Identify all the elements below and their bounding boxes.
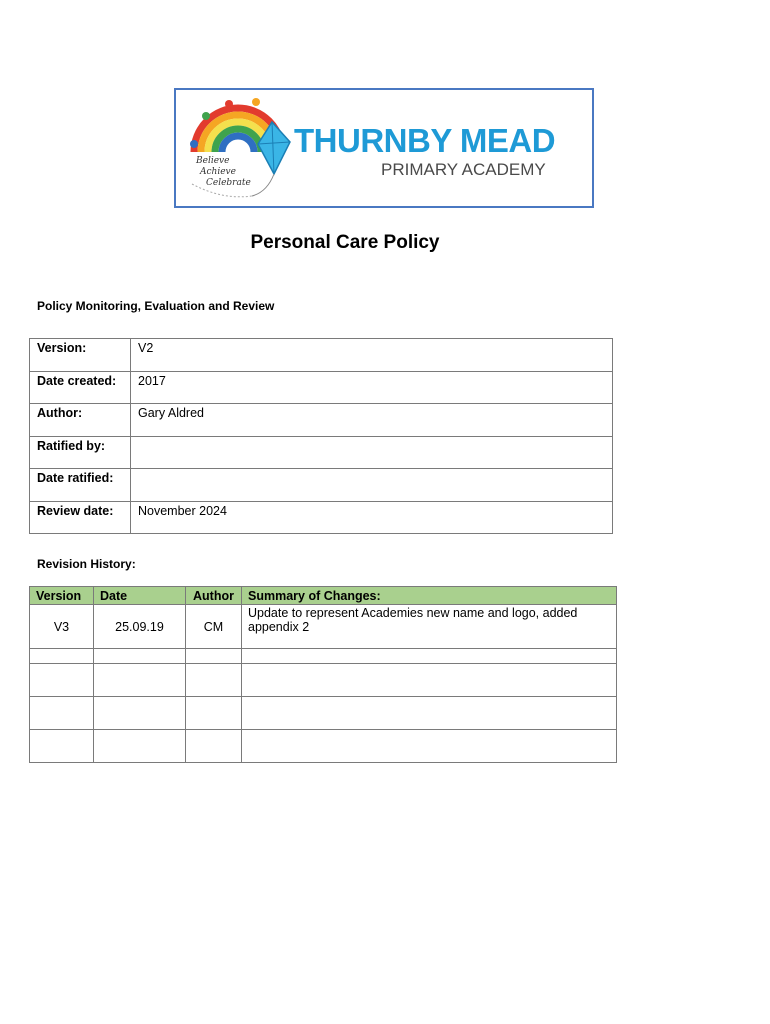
row-value: V2 [131,339,613,372]
table-row [30,605,617,649]
table-header-row [30,587,617,605]
revision-history-table [29,586,617,763]
table-row [30,501,613,534]
table-row [30,664,617,697]
row-label: Date ratified: [30,469,131,502]
row-label: Review date: [30,501,131,534]
table-row [30,697,617,730]
col-version: Version [30,587,94,605]
table-row [30,339,613,372]
school-name: THURNBY MEAD [294,122,556,159]
table-row [30,730,617,763]
col-author: Author [186,587,242,605]
document-title: Personal Care Policy [250,232,440,253]
school-logo [174,88,594,208]
col-date: Date [94,587,186,605]
motto-believe: Believe [196,156,230,166]
row-label: Author: [30,404,131,437]
row-label: Date created: [30,371,131,404]
revision-heading: Revision History: [37,557,136,571]
table-row [30,404,613,437]
motto-achieve: Achieve [200,167,236,177]
motto [196,156,251,189]
table-row [30,371,613,404]
row-value [131,469,613,502]
motto-celebrate: Celebrate [206,178,251,188]
row-value: Gary Aldred [131,404,613,437]
row-label: Ratified by: [30,436,131,469]
monitoring-heading: Policy Monitoring, Evaluation and Review [37,299,275,313]
row-value [131,436,613,469]
cell-author: CM [186,605,242,649]
row-value: 2017 [131,371,613,404]
school-type: PRIMARY ACADEMY [381,160,546,179]
cell-date: 25.09.19 [94,605,186,649]
row-label: Version: [30,339,131,372]
table-row [30,469,613,502]
table-row [30,436,613,469]
row-value: November 2024 [131,501,613,534]
policy-info-table [29,338,613,534]
table-row [30,649,617,664]
cell-summary: Update to represent Academies new name and logo, added appendix 2 [242,605,617,649]
col-summary: Summary of Changes: [242,587,617,605]
cell-version: V3 [30,605,94,649]
